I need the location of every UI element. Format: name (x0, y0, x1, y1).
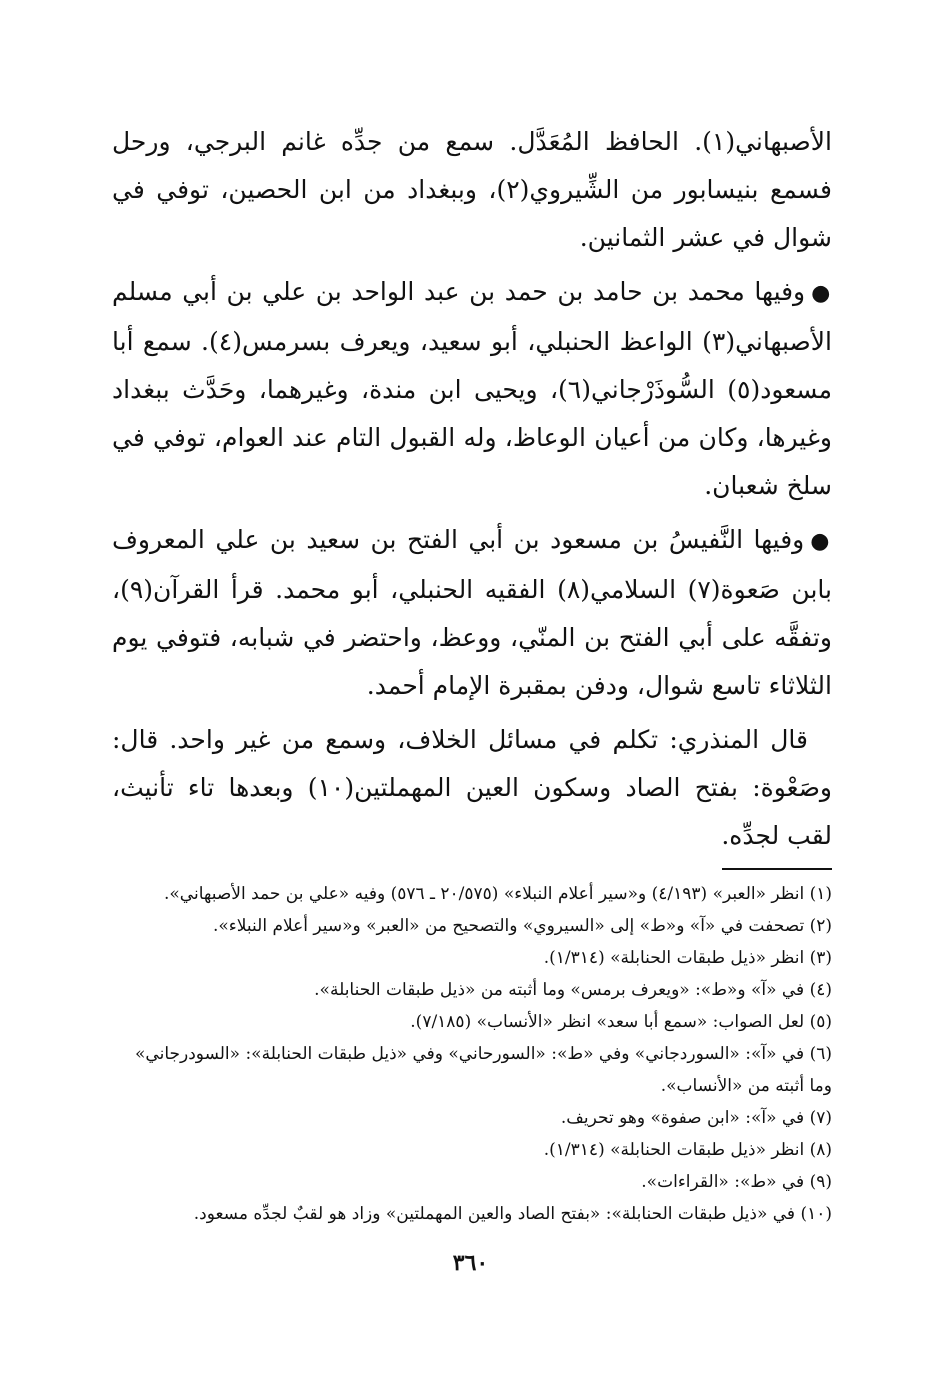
paragraph-3-text: وفيها النَّفيسُ بن مسعود بن أبي الفتح بن سعيد بن علي المعروف بابن صَعوة(٧) السلامي(٨) الفقيه الحنبلي، أبو محمد. قرأ القرآن(٩)، وتفقَّه على أبي الفتح بن المنّي، ووعظ، واحتضر في شبابه، فتوفي يوم الثلاثاء تاسع شوال، ودفن بمقبرة الإمام أحمد. (112, 525, 832, 700)
footnote-2: (٢) تصحفت في «آ» و«ط» إلى «السيروي» والتصحيح من «العبر» و«سير أعلام النبلاء». (212, 916, 832, 936)
footnote-7: (٧) في «آ»: «ابن صفوة» وهو تحريف. (560, 1108, 832, 1128)
footnote-divider (722, 868, 832, 870)
paragraph-2-text: وفيها محمد بن حامد بن حمد بن عبد الواحد بن علي بن أبي مسلم الأصبهاني(٣) الواعظ الحنبلي، أبو سعيد، ويعرف بسرمس(٤). سمع أبا مسعود(٥) السُّوذَرْجاني(٦)، ويحيى ابن مندة، وغيرهما، وحَدَّث ببغداد وغيرها، وكان من أعيان الوعاظ، وله القبول التام عند العوام، توفي في سلخ شعبان. (112, 277, 832, 500)
bullet-icon: ● (810, 529, 832, 554)
bullet-icon: ● (811, 281, 832, 306)
footnote-10: (١٠) في «ذيل طبقات الحنابلة»: «بفتح الصاد والعين المهملتين» وزاد هو لقبٌ لجدِّه مسعود. (193, 1204, 832, 1224)
footnote-5: (٥) لعل الصواب: «سمع أبا سعد» انظر «الأنساب» (٧/١٨٥). (410, 1012, 832, 1032)
page-number: ٣٦٠ (452, 1250, 489, 1276)
footnote-3: (٣) انظر «ذيل طبقات الحنابلة» (١/٣١٤). (543, 948, 832, 968)
footnote-8: (٨) انظر «ذيل طبقات الحنابلة» (١/٣١٤). (543, 1140, 832, 1160)
footnote-6: (٦) في «آ»: «السوردجاني» وفي «ط»: «السورحاني» وفي «ذيل طبقات الحنابلة»: «السودرجاني» وما أثبته من «الأنساب». (135, 1044, 832, 1096)
footnotes (112, 878, 832, 1230)
footnote-4: (٤) في «آ» و«ط»: «ويعرف برمس» وما أثبته من «ذيل طبقات الحنابلة». (314, 980, 832, 1000)
paragraph-4: قال المنذري: تكلم في مسائل الخلاف، وسمع من غير واحد. قال: وصَعْوة: بفتح الصاد وسكون العين المهملتين(١٠) وبعدها تاء تأنيث، لقب لجدِّه. (112, 725, 832, 850)
main-text (112, 118, 832, 860)
paragraph-2 (112, 268, 832, 510)
page-body (112, 118, 832, 1230)
footnote-9: (٩) في «ط»: «القراءات». (641, 1172, 832, 1192)
paragraph-1: الأصبهاني(١). الحافظ المُعَدَّل. سمع من جدِّه غانم البرجي، ورحل فسمع بنيسابور من الشِّيروي(٢)، وببغداد من ابن الحصين، توفي في شوال في عشر الثمانين. (112, 127, 832, 252)
paragraph-3 (112, 516, 832, 710)
footnote-1: (١) انظر «العبر» (٤/١٩٣) و«سير أعلام النبلاء» (٢٠/٥٧٥ ـ ٥٧٦) وفيه «علي بن حمد الأصبهاني». (163, 884, 832, 904)
